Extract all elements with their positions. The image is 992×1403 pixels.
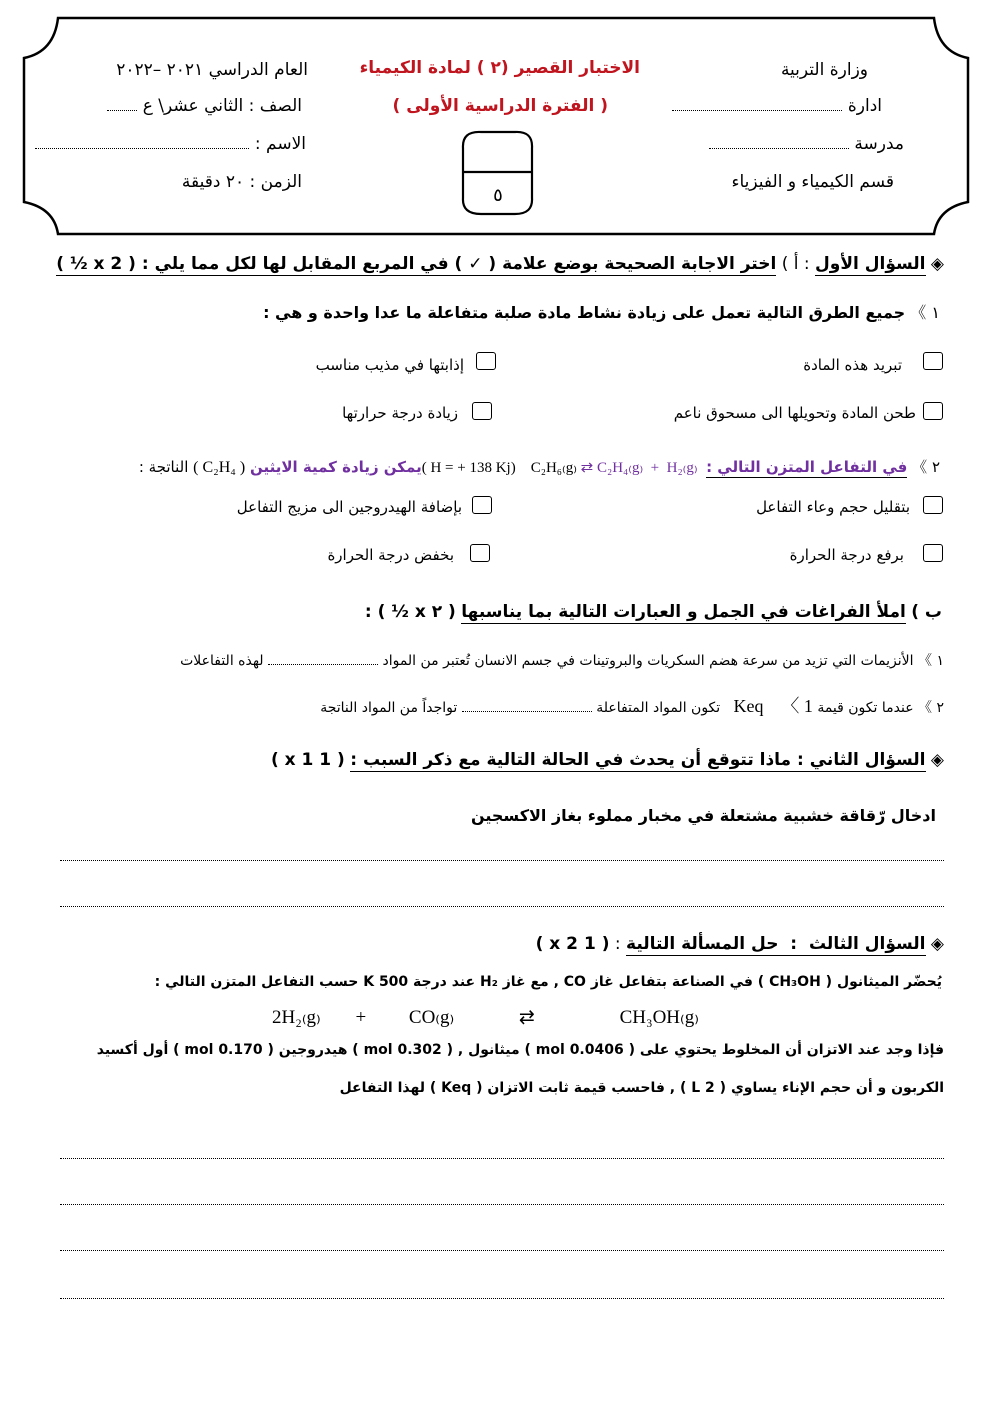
q2-heading: ◈ السؤال الثاني : ماذا تتوقع أن يحدث في الحالة التالية مع ذكر السبب : ( 1 x 1 ) [270, 750, 944, 770]
part-b-item1: ١ 》 الأنزيمات التي تزيد من سرعة هضم السكريات والبروتينات في جسم الانسان تُعتبر من المواد لهذه التفاعلات [180, 653, 944, 669]
grade-field: الصف : الثاني عشر\ ع [107, 96, 302, 116]
chevron-icon: 》 [910, 303, 927, 322]
answer-line[interactable] [60, 1158, 944, 1159]
time-label: الزمن : ٢٠ دقيقة [181, 172, 302, 192]
academic-year: العام الدراسي ٢٠٢١ –٢٠٢٢ [116, 60, 308, 80]
diamond-bullet-icon: ◈ [930, 934, 944, 954]
checkbox-option-1c[interactable] [923, 402, 943, 420]
q3-data-line2: الكربون و أن حجم الإناء يساوي ( 2 L ) , فاحسب قيمة ثابت الاتزان ( Keq ) لهذا التفاعل [339, 1080, 944, 1096]
reaction-equation: ( H = + 138 Kj) C₂H₆₍g₎ ⇄ C₂H₄₍g₎ + H₂₍g₎ [421, 460, 698, 476]
answer-line[interactable] [60, 860, 944, 861]
blank-1[interactable] [268, 664, 378, 665]
q3-equation: 2H₂₍g₎ + CO₍g₎ ⇄ CH₃OH₍g₎ [272, 1007, 699, 1028]
answer-line[interactable] [60, 1250, 944, 1251]
checkbox-option-2a[interactable] [923, 496, 943, 514]
chevron-icon: 》 [918, 653, 933, 669]
q1-item2-stem: ٢ 》 في التفاعل المتزن التالي : ( H = + 138 Kj) C₂H₆₍g₎ ⇄ C₂H₄₍g₎ + H₂₍g₎ يمكن زيادة كمية الايثين ( C₂H₄ ) الناتجة : [138, 458, 940, 476]
part-b-heading: ب ) املأ الفراغات في الجمل و العبارات التالية بما يناسبها ( ٢ x ½ ) : [364, 602, 942, 622]
option-2a: بتقليل حجم وعاء التفاعل [756, 498, 910, 516]
chevron-icon: 》 [912, 458, 928, 476]
q3-intro: يُحضّر الميثانول ( CH₃OH ) في الصناعة بتفاعل غاز CO , مع غاز H₂ عند درجة 500 K حسب التفاعل المتزن التالي : [154, 974, 942, 990]
checkbox-option-1a[interactable] [923, 352, 943, 370]
score-value: ٥ [493, 185, 503, 206]
q3-data-line1: فإذا وجد عند الاتزان أن المخلوط يحتوي على ( 0.0406 mol ) ميثانول , ( 0.302 mol ) هيدروجين ( 0.170 mol ) أول أكسيد [96, 1042, 944, 1058]
option-1d: زيادة درجة حرارتها [342, 404, 458, 422]
school-field: مدرسة [709, 134, 904, 154]
checkbox-option-1d[interactable] [472, 402, 492, 420]
option-1c: طحن المادة وتحويلها الى مسحوق ناعم [673, 404, 916, 422]
option-2c: برفع درجة الحرارة [789, 546, 904, 564]
checkbox-option-2c[interactable] [923, 544, 943, 562]
diamond-bullet-icon: ◈ [930, 254, 944, 274]
exam-title: الاختبار القصير (٢ ) لمادة الكيمياء [359, 58, 640, 78]
option-2b: بإضافة الهيدروجين الى مزيج التفاعل [236, 498, 462, 516]
answer-line[interactable] [60, 906, 944, 907]
ministry-label: وزارة التربية [780, 60, 868, 80]
q1-heading: ◈ السؤال الأول : أ ) اختر الاجابة الصحيحة بوضع علامة ( ✓ ) في المربع المقابل لها لكل مما يلي : ( 2 x ½ ) [56, 254, 944, 274]
blank-2[interactable] [462, 711, 592, 712]
chevron-icon: 》 [918, 700, 933, 716]
q3-heading: ◈ السؤال الثالث : حل المسألة التالية : ( 1 x 2 ) [535, 934, 944, 954]
answer-line[interactable] [60, 1204, 944, 1205]
administration-field: ادارة [672, 96, 882, 116]
part-b-item2: ٢ 》 عندما تكون قيمة 〈 1 Keq تكون المواد المتفاعلة تواجداً من المواد الناتجة [320, 696, 944, 716]
checkbox-option-2b[interactable] [472, 496, 492, 514]
diamond-bullet-icon: ◈ [930, 750, 944, 770]
checkbox-option-2d[interactable] [470, 544, 490, 562]
name-field: الاسم : [35, 134, 306, 154]
answer-line[interactable] [60, 1298, 944, 1299]
q1-item1-stem: ١ 》 جميع الطرق التالية تعمل على زيادة نشاط مادة صلبة متفاعلة ما عدا واحدة و هي : [263, 303, 940, 322]
option-1b: إذابتها في مذيب مناسب [315, 356, 464, 374]
option-1a: تبريد هذه المادة [803, 356, 902, 374]
q2-statement: ادخال رّقاقة خشبية مشتعلة في مخبار مملوء بغاز الاكسجين [470, 806, 936, 825]
checkbox-option-1b[interactable] [476, 352, 496, 370]
term-label: ( الفترة الدراسية الأولى ) [392, 96, 608, 116]
department-label: قسم الكيمياء و الفيزياء [731, 172, 894, 192]
option-2d: بخفض درجة الحرارة [327, 546, 454, 564]
